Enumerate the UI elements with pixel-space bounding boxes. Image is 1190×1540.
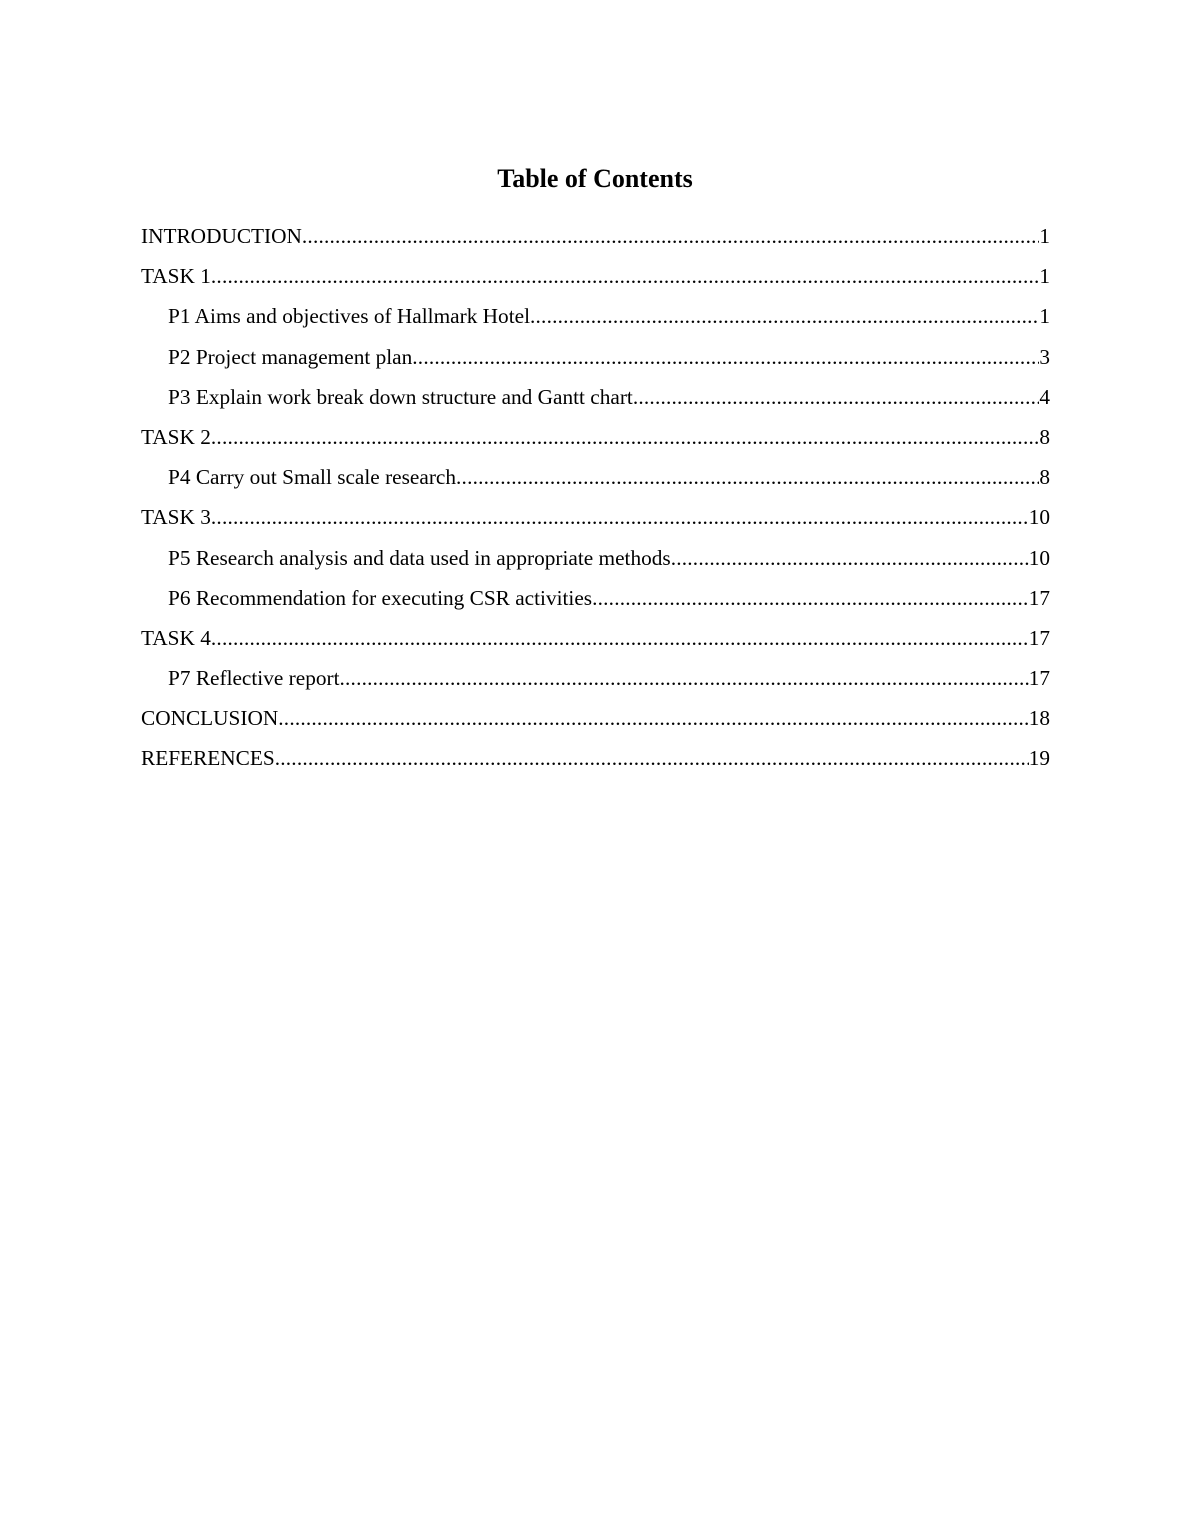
toc-entry-text: P3 Explain work break down structure and Gantt chart — [168, 384, 633, 409]
toc-entry-text: P2 Project management plan — [168, 344, 413, 369]
toc-title: Table of Contents — [497, 164, 693, 193]
toc-entry-task-1[interactable] — [141, 256, 1050, 296]
toc-dot-leader — [211, 497, 1029, 537]
toc-entry-introduction[interactable] — [141, 216, 1050, 256]
toc-page-number: 17 — [1028, 625, 1050, 650]
toc-entry-p7[interactable] — [141, 658, 1050, 698]
toc-entry-p3[interactable] — [141, 377, 1050, 417]
toc-dot-leader — [530, 296, 1039, 336]
toc-entry-text: TASK 1 — [141, 264, 211, 289]
toc-page-number: 10 — [1028, 505, 1050, 530]
toc-list — [141, 216, 1050, 779]
toc-entry-task-3[interactable] — [141, 497, 1050, 537]
toc-page-number: 18 — [1028, 706, 1050, 731]
toc-page-number: 8 — [1039, 424, 1050, 449]
toc-entry-text: P7 Reflective report — [168, 666, 340, 691]
toc-page-number: 1 — [1039, 304, 1050, 329]
toc-page-number: 17 — [1028, 585, 1050, 610]
toc-entry-p1[interactable] — [141, 296, 1050, 336]
toc-entry-text: REFERENCES — [141, 746, 275, 771]
toc-page-number: 8 — [1039, 465, 1050, 490]
toc-dot-leader — [211, 256, 1039, 296]
toc-entry-text: TASK 2 — [141, 424, 211, 449]
toc-page-number: 19 — [1028, 746, 1050, 771]
toc-page-number: 17 — [1028, 666, 1050, 691]
toc-entry-text: TASK 4 — [141, 625, 211, 650]
toc-dot-leader — [592, 578, 1029, 618]
toc-entry-text: P5 Research analysis and data used in appropriate methods — [168, 545, 671, 570]
toc-dot-leader — [278, 698, 1028, 738]
toc-entry-text: TASK 3 — [141, 505, 211, 530]
toc-entry-task-4[interactable] — [141, 618, 1050, 658]
toc-dot-leader — [456, 457, 1039, 497]
toc-entry-p6[interactable] — [141, 578, 1050, 618]
toc-entry-text: P1 Aims and objectives of Hallmark Hotel — [168, 304, 530, 329]
toc-entry-text: P6 Recommendation for executing CSR activities — [168, 585, 593, 610]
toc-entry-text: P4 Carry out Small scale research — [168, 465, 457, 490]
toc-entry-conclusion[interactable] — [141, 698, 1050, 738]
toc-entry-p4[interactable] — [141, 457, 1050, 497]
toc-dot-leader — [211, 417, 1039, 457]
toc-page-number: 3 — [1039, 344, 1050, 369]
toc-dot-leader — [340, 658, 1029, 698]
toc-entry-p2[interactable] — [141, 337, 1050, 377]
toc-entry-task-2[interactable] — [141, 417, 1050, 457]
toc-dot-leader — [671, 538, 1029, 578]
toc-page-number: 1 — [1039, 224, 1050, 248]
toc-dot-leader — [302, 216, 1039, 256]
toc-dot-leader — [412, 337, 1039, 377]
toc-dot-leader — [275, 738, 1029, 778]
toc-page-number: 1 — [1039, 264, 1050, 289]
toc-entry-text: CONCLUSION — [141, 706, 279, 731]
toc-entry-references[interactable] — [141, 738, 1050, 778]
toc-dot-leader — [633, 377, 1039, 417]
toc-page-number: 4 — [1039, 384, 1050, 409]
toc-entry-text: INTRODUCTION — [141, 224, 302, 248]
toc-page-number: 10 — [1028, 545, 1050, 570]
toc-dot-leader — [211, 618, 1029, 658]
toc-entry-p5[interactable] — [141, 538, 1050, 578]
